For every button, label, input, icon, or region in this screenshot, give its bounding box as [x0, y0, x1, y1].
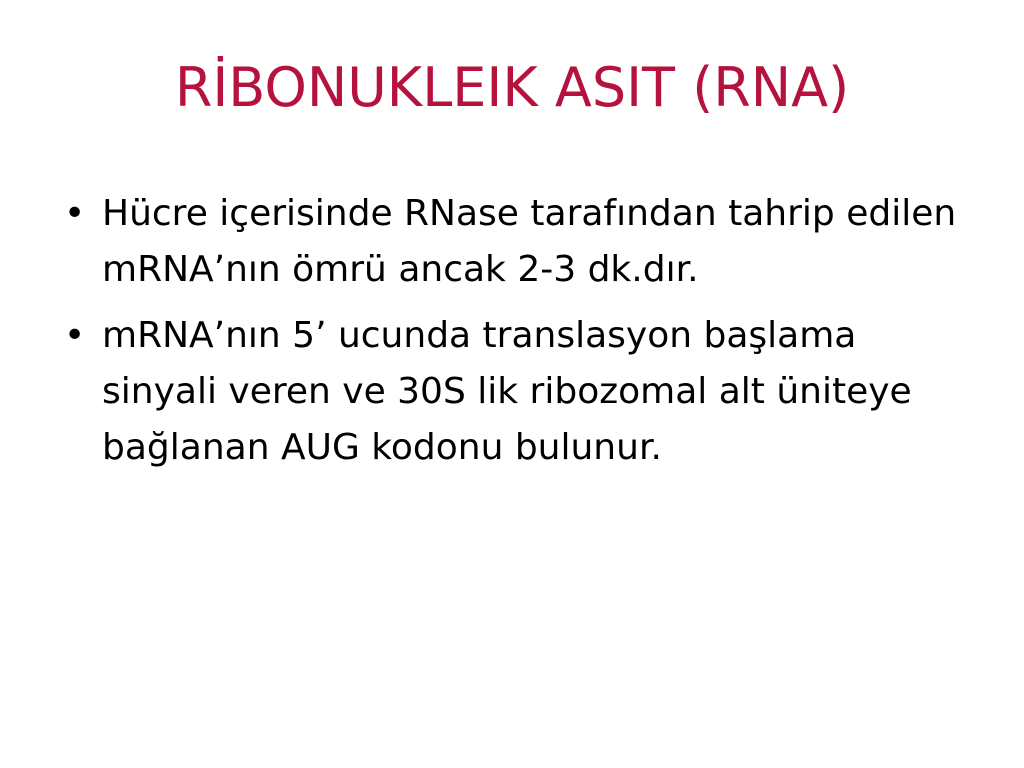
bullet-icon: •: [64, 193, 86, 234]
bullet-icon: •: [64, 315, 86, 356]
bullet-item: [60, 186, 970, 298]
bullet-text: mRNA’nın 5’ ucunda translasyon başlama sinyali veren ve 30S lik ribozomal alt üniteye bağlanan AUG kodonu bulunur.: [102, 315, 912, 468]
slide-title: RİBONUKLEIK ASIT (RNA): [174, 56, 850, 119]
bullet-text: Hücre içerisinde RNase tarafından tahrip edilen mRNA’nın ömrü ancak 2-3 dk.dır.: [102, 193, 957, 290]
bullet-item: [60, 308, 970, 476]
bullet-list: [60, 186, 970, 486]
